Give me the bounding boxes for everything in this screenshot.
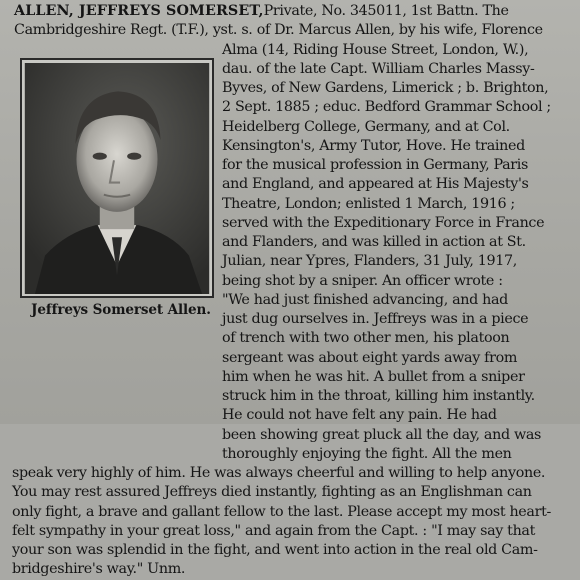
text-line: just dug ourselves in. Jeffreys was in a piece (222, 311, 529, 327)
text-line: been showing great pluck all the day, and was (222, 426, 541, 443)
heading-rest: Private, No. 345011, 1st Battn. The (263, 3, 509, 19)
text-line: your son was splendid in the fight, and went into action in the real old Cam- (12, 542, 538, 558)
text-line: speak very highly of him. He was always cheerful and willing to help anyone. (12, 465, 546, 481)
heading-line (14, 2, 574, 21)
heading-name: ALLEN, JEFFREYS SOMERSET, (14, 3, 264, 19)
text-line: He could not have felt any pain. He had (222, 407, 497, 424)
text-line: only fight, a brave and gallant fellow to the last. Please accept my most heart- (12, 503, 551, 520)
text-line: sergeant was about eight yards away from (222, 349, 518, 366)
text-line: felt sympathy in your great loss," and again from the Capt. : "I may say that (12, 522, 535, 539)
text-line: Kensington's, Army Tutor, Hove. He trained (222, 137, 525, 154)
portrait-image (25, 63, 209, 294)
text-line: dau. of the late Capt. William Charles Massy- (222, 60, 535, 77)
text-line: served with the Expeditionary Force in France (222, 214, 545, 231)
text-line: being shot by a sniper. An officer wrote : (222, 272, 503, 289)
text-line: 2 Sept. 1885 ; educ. Bedford Grammar School ; (222, 99, 551, 116)
text-line: of trench with two other men, his platoon (222, 330, 510, 347)
text-line: Julian, near Ypres, Flanders, 31 July, 1917, (222, 253, 517, 270)
portrait-photo (25, 63, 209, 294)
text-line: Theatre, London; enlisted 1 March, 1916 ; (222, 195, 515, 212)
portrait-photo-frame (20, 58, 214, 299)
text-line: You may rest assured Jeffreys died instantly, fighting as an Englishman can (12, 484, 532, 501)
text-line: struck him in the throat, killing him instantly. (222, 388, 535, 404)
text-line: Cambridgeshire Regt. (T.F.), yst. s. of Dr. Marcus Allen, by his wife, Florence (14, 22, 543, 39)
text-line: Alma (14, Riding House Street, London, W.), (222, 41, 529, 58)
text-line: thoroughly enjoying the fight. All the men (222, 445, 512, 462)
text-line: him when he was hit. A bullet from a sniper (222, 368, 525, 385)
photo-caption: Jeffreys Somerset Allen. (31, 302, 211, 319)
text-line: bridgeshire's way." Unm. (12, 561, 186, 578)
text-line: "We had just finished advancing, and had (222, 291, 508, 308)
text-line: for the musical profession in Germany, Paris (222, 157, 528, 173)
text-line: and Flanders, and was killed in action at St. (222, 234, 526, 250)
text-line: Byves, of New Gardens, Limerick ; b. Brighton, (222, 80, 549, 96)
text-line: and England, and appeared at His Majesty's (222, 176, 529, 193)
text-line: Heidelberg College, Germany, and at Col. (222, 118, 510, 135)
